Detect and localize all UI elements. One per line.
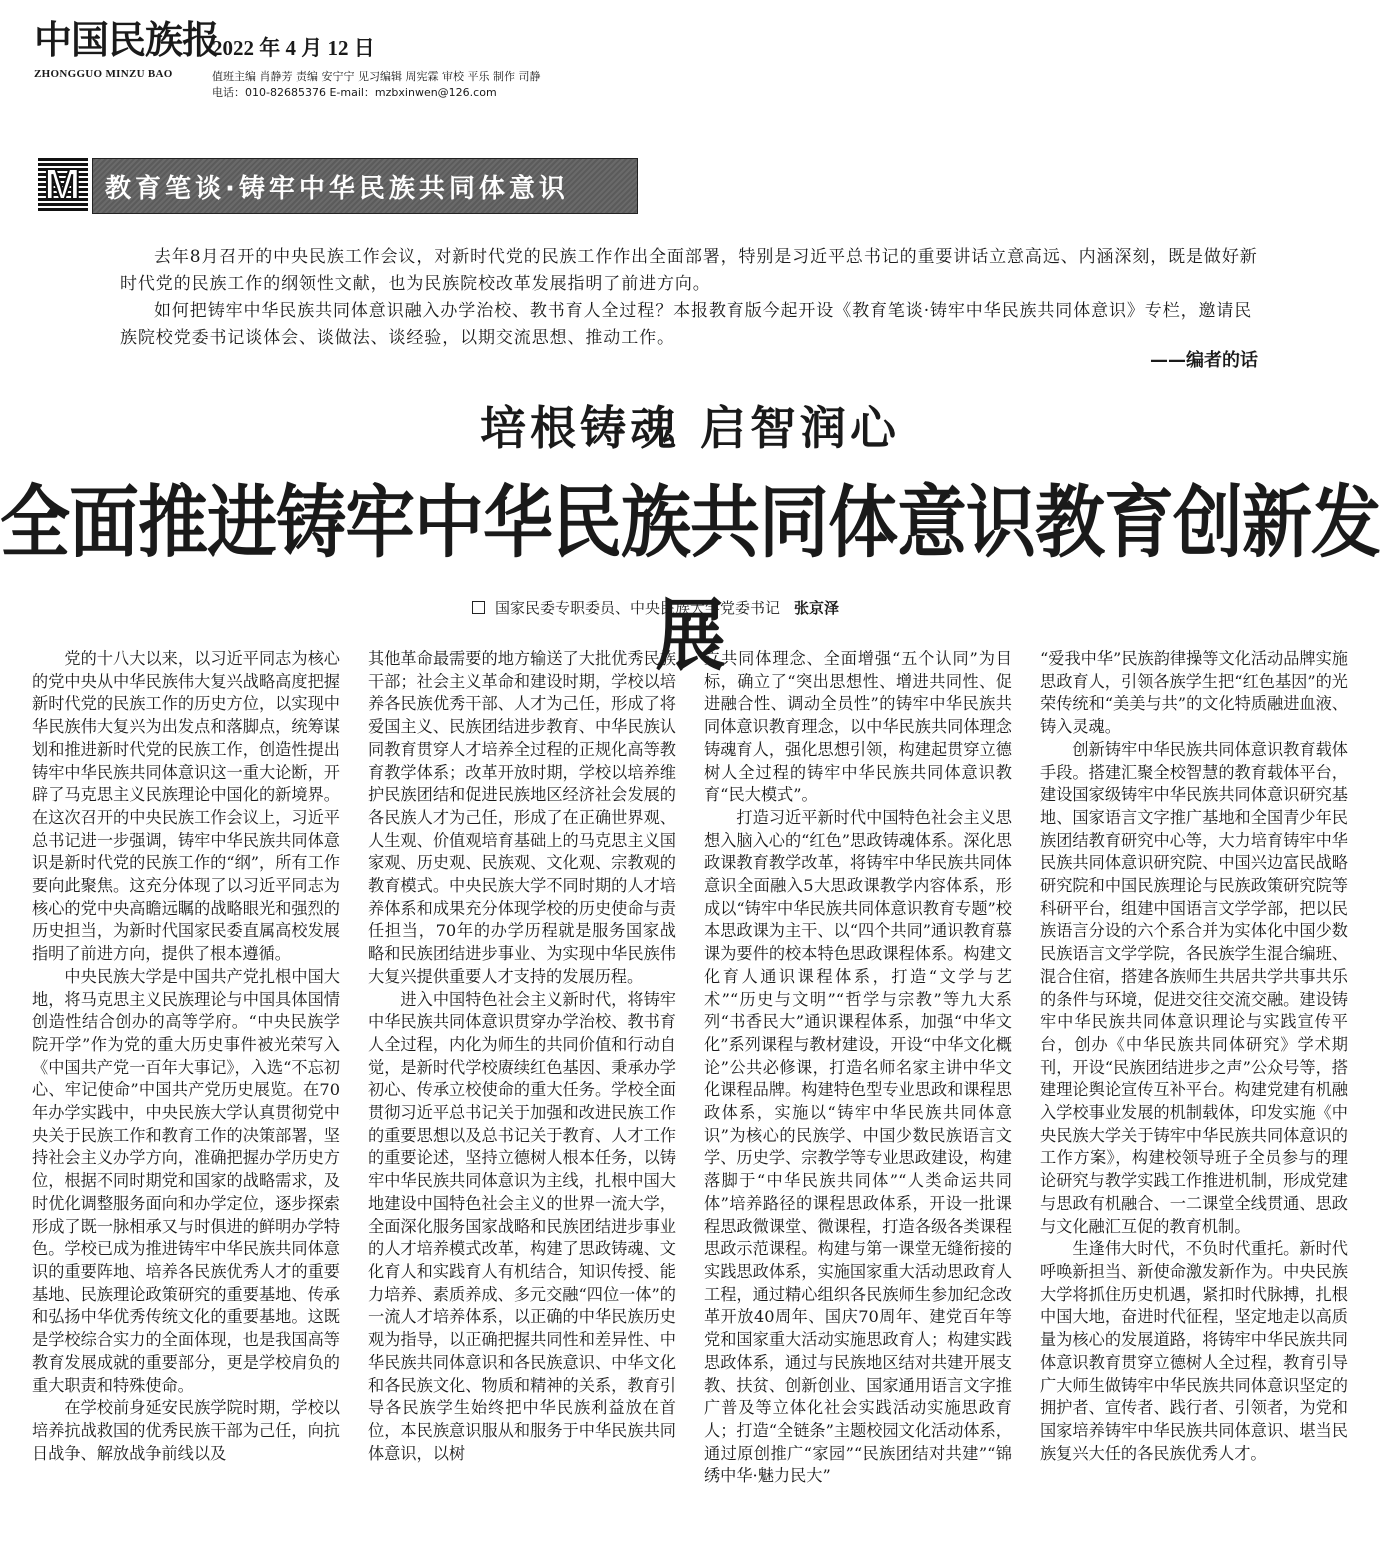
article-paragraph: 立共同体理念、全面增强“五个认同”为目标，确立了“突出思想性、增进共同性、促进融合性、调动全员性”的铸牢中华民族共同体意识教育理念，以中华民族共同体理念铸魂育人，强化思想引领，构建起贯穿立德树人全过程的铸牢中华民族共同体意识教育“民大模式”。 [704, 649, 1012, 805]
author-name: 张京泽 [794, 599, 840, 617]
masthead [0, 0, 1380, 108]
column-letter-icon: M [38, 158, 88, 212]
author-position: 国家民委专职委员、中央民族大学党委书记 [495, 599, 781, 617]
article-column-2 [368, 648, 676, 1568]
article-title: 全面推进铸牢中华民族共同体意识教育创新发展 [0, 476, 1380, 682]
newspaper-logo: 中国民族报 [34, 17, 220, 62]
editor-note-para: 如何把铸牢中华民族共同体意识融入办学治校、教书育人全过程？本报教育版今起开设《教育笔谈·铸牢中华民族共同体意识》专栏，邀请民族院校党委书记谈体会、谈做法、谈经验，以期交流思想、推动工作。 [120, 301, 1253, 348]
article-paragraph: 中央民族大学是中国共产党扎根中国大地，将马克思主义民族理论与中国具体国情创造性结合创办的高等学府。“中央民族学院开学”作为党的重大历史事件被光荣写入《中国共产党一百年大事记》，入选“不忘初心、牢记使命”中国共产党历史展览。在70年办学实践中，中央民族大学认真贯彻党中央关于民族工作和教育工作的决策部署，坚持社会主义办学方向，准确把握办学历史方位，根据不同时期党和国家的战略需求，及时优化调整服务面向和办学定位，逐步探索形成了既一脉相承又与时俱进的鲜明办学特色。学校已成为推进铸牢中华民族共同体意识的重要阵地、培养各民族优秀人才的重要基地、民族理论政策研究的重要基地、传承和弘扬中华优秀传统文化的重要基地。这既是学校综合实力的全面体现，也是我国高等教育发展成就的重要部分，更是学校肩负的重大职责和特殊使命。 [32, 966, 340, 1395]
staff-info [212, 69, 540, 101]
staff-line: 值班主编 肖静芳 责编 安宁宁 见习编辑 周宪霖 审校 平乐 制作 司静 [212, 70, 541, 83]
article-paragraph: “爱我中华”民族韵律操等文化活动品牌实施思政育人，引领各族学生把“红色基因”的光荣传统和“美美与共”的文化特质融进血液、铸入灵魂。 [1040, 649, 1348, 737]
editor-note-sign: ——编者的话 [1150, 350, 1258, 371]
editor-note [120, 244, 1260, 352]
article-body [32, 648, 1350, 1568]
article-column-1 [32, 648, 340, 1568]
column-banner [38, 158, 638, 212]
article-subtitle: 培根铸魂 启智润心 [479, 401, 900, 455]
editor-note-para: 去年8月召开的中央民族工作会议，对新时代党的民族工作作出全面部署，特别是习近平总书记的重要讲话立意高远、内涵深刻，既是做好新时代党的民族工作的纲领性文献，也为民族院校改革发展指明了前进方向。 [120, 247, 1258, 294]
article-paragraph: 其他革命最需要的地方输送了大批优秀民族干部；社会主义革命和建设时期，学校以培养各民族优秀干部、人才为己任，形成了将爱国主义、民族团结进步教育、中华民族认同教育贯穿人才培养全过程的正规化高等教育教学体系；改革开放时期，学校以培养维护民族团结和促进民族地区经济社会发展的各民族人才为己任，形成了在正确世界观、人生观、价值观培育基础上的马克思主义国家观、历史观、民族观、文化观、宗教观的教育模式。中央民族大学不同时期的人才培养体系和成果充分体现学校的历史使命与责任担当，70年的办学历程就是服务国家战略和民族团结进步事业、为实现中华民族伟大复兴提供重要人才支持的发展历程。 [368, 649, 676, 986]
article-paragraph: 党的十八大以来，以习近平同志为核心的党中央从中华民族伟大复兴战略高度把握新时代党的民族工作的历史方位，以实现中华民族伟大复兴为出发点和落脚点，统筹谋划和推进新时代党的民族工作，创造性提出铸牢中华民族共同体意识这一重大论断，开辟了马克思主义民族理论中国化的新境界。在这次召开的中央民族工作会议上，习近平总书记进一步强调，铸牢中华民族共同体意识是新时代党的民族工作的“纲”，所有工作要向此聚焦。这充分体现了以习近平同志为核心的党中央高瞻远瞩的战略眼光和强烈的历史担当，为新时代国家民委直属高校发展指明了前进方向，提供了根本遵循。 [32, 649, 340, 964]
issue-date: 2022 年 4 月 12 日 [212, 36, 375, 60]
article-column-3 [704, 648, 1012, 1568]
byline [472, 597, 839, 618]
byline-box-icon [472, 601, 485, 614]
newspaper-pinyin: ZHONGGUO MINZU BAO [34, 68, 173, 80]
article-paragraph: 生逢伟大时代，不负时代重托。新时代呼唤新担当、新使命激发新作为。中央民族大学将抓住历史机遇，紧扣时代脉搏，扎根中国大地，奋进时代征程，坚定地走以高质量为核心的发展道路，将铸牢中华民族共同体意识教育贯穿立德树人全过程，教育引导广大师生做铸牢中华民族共同体意识坚定的拥护者、宣传者、践行者、引领者，为党和国家培养铸牢中华民族共同体意识、堪当民族复兴大任的各民族优秀人才。 [1040, 1239, 1348, 1463]
article-paragraph: 创新铸牢中华民族共同体意识教育载体手段。搭建汇聚全校智慧的教育载体平台，建设国家级铸牢中华民族共同体意识研究基地、国家语言文字推广基地和全国青少年民族团结教育研究中心等，大力培育铸牢中华民族共同体意识研究院、中国兴边富民战略研究院和中国民族理论与民族政策研究院等科研平台，组建中国语言文学学部，把以民族语言分设的六个系合并为实体化中国少数民族语言文学学院，各民族学生混合编班、混合住宿，搭建各族师生共居共学共事共乐的条件与环境，促进交往交流交融。建设铸牢中华民族共同体意识理论与实践宣传平台，创办《中华民族共同体研究》学术期刊，开设“民族团结进步之声”公众号等，搭建理论舆论宣传互补平台。构建党建有机融入学校事业发展的机制载体，印发实施《中央民族大学关于铸牢中华民族共同体意识的工作方案》，构建校领导班子全员参与的理论研究与教学实践工作推进机制，形成党建与思政有机融合、一二课堂全线贯通、思政与文化融汇互促的教育机制。 [1040, 739, 1348, 1236]
article-column-4 [1040, 648, 1348, 1568]
contact-line: 电话：010-82685376 E-mail：mzbxinwen@126.com [212, 86, 497, 99]
article-paragraph: 在学校前身延安民族学院时期，学校以培养抗战救国的优秀民族干部为己任，向抗日战争、解放战争前线以及 [32, 1398, 340, 1463]
article-paragraph: 进入中国特色社会主义新时代，将铸牢中华民族共同体意识贯穿办学治校、教书育人全过程，内化为师生的共同价值和行动自觉，是新时代学校赓续红色基因、秉承办学初心、传承立校使命的重大任务。学校全面贯彻习近平总书记关于加强和改进民族工作的重要思想以及总书记关于教育、人才工作的重要论述，坚持立德树人根本任务，以铸牢中华民族共同体意识为主线，扎根中国大地建设中国特色社会主义的世界一流大学，全面深化服务国家战略和民族团结进步事业的人才培养模式改革，构建了思政铸魂、文化育人和实践育人有机结合，知识传授、能力培养、素质养成、多元交融“四位一体”的一流人才培养体系，以正确的中华民族历史观为指导，以正确把握共同性和差异性、中华民族共同体意识和各民族意识、中华文化和各民族文化、物质和精神的关系，教育引导各民族学生始终把中华民族利益放在首位，本民族意识服从和服务于中华民族共同体意识，以树 [368, 989, 676, 1463]
column-title-bar [92, 158, 638, 214]
article-paragraph: 打造习近平新时代中国特色社会主义思想入脑入心的“红色”思政铸魂体系。深化思政课教育教学改革，将铸牢中华民族共同体意识全面融入5大思政课教学内容体系，形成以“铸牢中华民族共同体意识教育专题”校本思政课为主干、以“四个共同”通识教育慕课为要件的校本特色思政课程体系。构建文化育人通识课程体系，打造“文学与艺术”“历史与文明”“哲学与宗教”等九大系列“书香民大”通识课程体系，加强“中华文化”系列课程与教材建设，开设“中华文化概论”公共必修课，打造名师名家主讲中华文化课程品牌。构建特色型专业思政和课程思政体系，实施以“铸牢中华民族共同体意识”为核心的民族学、中国少数民族语言文学、历史学、宗教学等专业思政建设，构建落脚于“中华民族共同体”“人类命运共同体”培养路径的课程思政体系，开设一批课程思政微课堂、微课程，打造各级各类课程思政示范课程。构建与第一课堂无缝衔接的实践思政体系，实施国家重大活动思政育人工程，通过精心组织各民族师生参加纪念改革开放40周年、国庆70周年、建党百年等党和国家重大活动实施思政育人；构建实践思政体系，通过与民族地区结对共建开展支教、扶贫、创新创业、国家通用语言文字推广普及等立体化社会实践活动实施思政育人；打造“全链条”主题校园文化活动体系，通过原创推广“家园”“民族团结对共建”“锦绣中华·魅力民大” [704, 807, 1012, 1486]
column-title: 教育笔谈·铸牢中华民族共同体意识 [105, 173, 569, 204]
